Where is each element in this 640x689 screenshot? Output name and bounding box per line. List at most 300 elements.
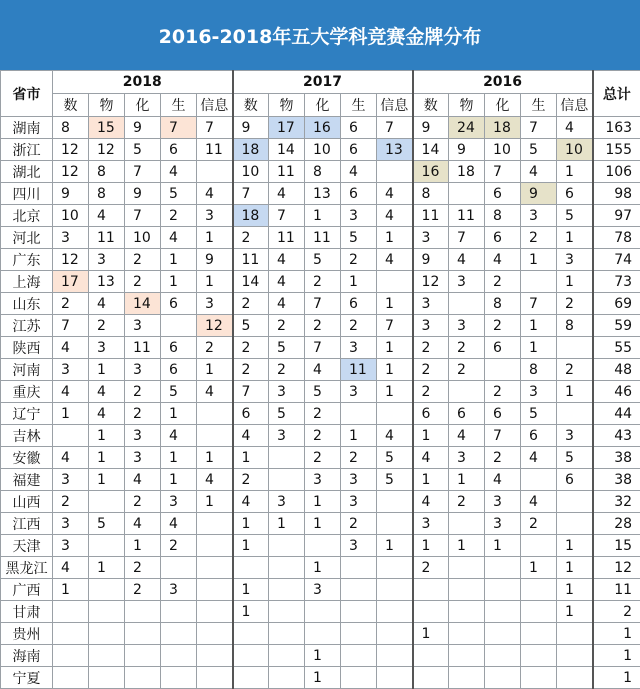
medal-count-cell: 4 (197, 469, 233, 491)
medal-count-cell: 10 (233, 161, 269, 183)
medal-count-cell (377, 557, 413, 579)
total-cell: 1 (593, 623, 640, 645)
medal-count-cell: 18 (233, 139, 269, 161)
province-cell: 海南 (1, 645, 53, 667)
province-cell: 天津 (1, 535, 53, 557)
medal-count-cell (197, 425, 233, 447)
medal-count-cell: 7 (485, 425, 521, 447)
medal-count-cell: 1 (161, 447, 197, 469)
medal-count-cell: 18 (485, 117, 521, 139)
total-cell: 43 (593, 425, 640, 447)
medal-count-cell: 12 (53, 249, 89, 271)
medal-count-cell: 2 (485, 271, 521, 293)
total-cell: 73 (593, 271, 640, 293)
medal-count-cell: 2 (485, 315, 521, 337)
medal-count-cell (53, 425, 89, 447)
medal-count-cell: 3 (89, 249, 125, 271)
medal-count-cell: 4 (53, 337, 89, 359)
medal-count-cell: 2 (305, 403, 341, 425)
medal-count-cell: 1 (53, 403, 89, 425)
medal-count-cell: 4 (521, 491, 557, 513)
medal-count-cell: 9 (197, 249, 233, 271)
medal-count-cell: 1 (449, 469, 485, 491)
medal-count-cell: 5 (125, 139, 161, 161)
medal-count-cell (413, 601, 449, 623)
medal-count-cell: 11 (125, 337, 161, 359)
medal-count-cell (521, 623, 557, 645)
medal-count-cell: 4 (233, 425, 269, 447)
medal-count-cell: 3 (197, 205, 233, 227)
medal-count-cell: 2 (413, 557, 449, 579)
medal-count-cell: 1 (521, 249, 557, 271)
table-row (1, 403, 640, 425)
medal-count-cell: 11 (305, 227, 341, 249)
medal-count-cell (521, 601, 557, 623)
subject-header: 生 (161, 94, 197, 117)
medal-count-cell: 3 (341, 205, 377, 227)
medal-count-cell: 6 (161, 337, 197, 359)
medal-count-cell: 1 (557, 557, 593, 579)
medal-count-cell: 1 (557, 381, 593, 403)
subject-header: 生 (341, 94, 377, 117)
medal-count-cell: 6 (413, 403, 449, 425)
province-cell: 甘肃 (1, 601, 53, 623)
medal-count-cell: 6 (341, 183, 377, 205)
medal-count-cell: 5 (521, 139, 557, 161)
medal-count-cell: 3 (341, 491, 377, 513)
table-row (1, 183, 640, 205)
medal-count-cell (341, 645, 377, 667)
year-header-row (1, 71, 640, 94)
medal-count-cell: 3 (53, 227, 89, 249)
medal-count-cell: 4 (521, 447, 557, 469)
medal-count-cell: 2 (341, 249, 377, 271)
medal-count-cell: 1 (557, 227, 593, 249)
medal-count-cell: 1 (557, 579, 593, 601)
medal-count-cell: 1 (377, 535, 413, 557)
medal-count-cell: 1 (89, 447, 125, 469)
medal-count-cell: 4 (161, 161, 197, 183)
total-cell: 48 (593, 359, 640, 381)
medal-count-cell (269, 645, 305, 667)
medal-count-cell: 1 (377, 381, 413, 403)
medal-count-cell (269, 447, 305, 469)
medal-count-cell: 16 (305, 117, 341, 139)
medal-count-cell: 7 (377, 117, 413, 139)
medal-count-cell: 1 (413, 469, 449, 491)
medal-count-cell (233, 557, 269, 579)
total-cell: 46 (593, 381, 640, 403)
medal-count-cell (557, 337, 593, 359)
total-cell: 74 (593, 249, 640, 271)
medal-count-cell (521, 271, 557, 293)
medal-count-cell: 7 (269, 205, 305, 227)
medal-count-cell: 4 (125, 469, 161, 491)
medal-count-cell: 1 (377, 293, 413, 315)
medal-count-cell: 2 (53, 293, 89, 315)
province-cell: 山西 (1, 491, 53, 513)
medal-count-cell: 2 (557, 293, 593, 315)
medal-count-cell (161, 601, 197, 623)
medal-count-cell: 1 (269, 513, 305, 535)
table-row (1, 249, 640, 271)
medal-count-cell (341, 579, 377, 601)
subject-header: 数 (413, 94, 449, 117)
province-cell: 山东 (1, 293, 53, 315)
medal-count-cell: 5 (161, 381, 197, 403)
medal-count-cell: 6 (485, 227, 521, 249)
medal-count-cell (305, 623, 341, 645)
medal-count-cell: 5 (521, 403, 557, 425)
medal-count-cell (377, 667, 413, 689)
subject-header: 信息 (557, 94, 593, 117)
medal-count-cell: 2 (125, 579, 161, 601)
table-row (1, 447, 640, 469)
medal-count-cell (377, 403, 413, 425)
medal-count-cell: 7 (521, 117, 557, 139)
subject-header: 化 (485, 94, 521, 117)
medal-count-cell: 6 (161, 139, 197, 161)
medal-count-cell: 9 (521, 183, 557, 205)
table-row (1, 205, 640, 227)
medal-count-cell: 2 (449, 337, 485, 359)
medal-count-cell: 4 (305, 359, 341, 381)
medal-count-cell: 6 (161, 359, 197, 381)
province-cell: 河南 (1, 359, 53, 381)
medal-count-cell: 3 (413, 293, 449, 315)
medal-count-cell: 1 (305, 205, 341, 227)
medal-count-cell: 7 (161, 117, 197, 139)
medal-count-cell: 3 (269, 381, 305, 403)
medal-count-cell: 2 (305, 271, 341, 293)
medal-count-cell: 1 (521, 557, 557, 579)
total-cell: 78 (593, 227, 640, 249)
medal-count-cell: 3 (269, 425, 305, 447)
medal-count-cell (449, 645, 485, 667)
medal-count-cell: 3 (485, 491, 521, 513)
medal-count-cell: 5 (89, 513, 125, 535)
province-cell: 重庆 (1, 381, 53, 403)
table-row (1, 601, 640, 623)
medal-count-cell (161, 315, 197, 337)
medal-count-cell: 8 (557, 315, 593, 337)
medal-count-cell: 8 (521, 359, 557, 381)
medal-count-cell: 12 (413, 271, 449, 293)
medal-count-cell (125, 645, 161, 667)
medal-count-cell: 6 (341, 293, 377, 315)
medal-count-cell: 1 (197, 491, 233, 513)
subject-header: 数 (233, 94, 269, 117)
subject-header-row (1, 94, 640, 117)
table-row (1, 139, 640, 161)
medal-count-cell: 4 (89, 293, 125, 315)
medal-count-cell: 3 (341, 381, 377, 403)
medal-count-cell: 4 (557, 117, 593, 139)
medal-count-cell (269, 579, 305, 601)
province-cell: 湖北 (1, 161, 53, 183)
medal-count-cell (89, 601, 125, 623)
medal-count-cell: 3 (449, 271, 485, 293)
medal-count-cell: 2 (485, 447, 521, 469)
medal-count-cell: 11 (197, 139, 233, 161)
medal-count-cell: 1 (377, 337, 413, 359)
medal-count-cell: 4 (197, 381, 233, 403)
medal-count-cell (449, 293, 485, 315)
subject-header: 数 (53, 94, 89, 117)
medal-count-cell: 1 (557, 601, 593, 623)
medal-count-cell: 1 (305, 557, 341, 579)
medal-count-cell: 7 (233, 183, 269, 205)
medal-count-cell: 14 (413, 139, 449, 161)
province-cell: 贵州 (1, 623, 53, 645)
medal-count-cell: 2 (233, 227, 269, 249)
medal-count-cell: 4 (269, 183, 305, 205)
medal-count-cell: 2 (521, 513, 557, 535)
medal-count-cell (377, 271, 413, 293)
medal-count-cell: 1 (557, 161, 593, 183)
table-row (1, 623, 640, 645)
year-header-2017: 2017 (233, 71, 413, 94)
medal-count-cell: 1 (197, 447, 233, 469)
medal-count-cell: 6 (485, 183, 521, 205)
medal-count-cell (485, 645, 521, 667)
medal-count-cell: 4 (449, 425, 485, 447)
medal-count-cell (449, 183, 485, 205)
province-cell: 宁夏 (1, 667, 53, 689)
medal-count-cell: 8 (89, 183, 125, 205)
medal-count-cell (161, 623, 197, 645)
medal-count-cell: 17 (269, 117, 305, 139)
medal-count-cell: 6 (521, 425, 557, 447)
medal-count-cell: 6 (233, 403, 269, 425)
medal-count-cell: 4 (377, 205, 413, 227)
medal-count-cell: 1 (89, 425, 125, 447)
medal-count-cell: 9 (125, 183, 161, 205)
subject-header: 信息 (377, 94, 413, 117)
medal-count-cell: 4 (89, 403, 125, 425)
medal-count-cell: 3 (89, 337, 125, 359)
medal-count-cell (269, 601, 305, 623)
medal-count-cell: 13 (377, 139, 413, 161)
medal-count-cell: 5 (269, 403, 305, 425)
medal-count-cell: 4 (413, 491, 449, 513)
table-row (1, 117, 640, 139)
medal-count-cell: 1 (557, 535, 593, 557)
medal-count-cell: 4 (269, 293, 305, 315)
medal-count-cell (521, 579, 557, 601)
total-cell: 59 (593, 315, 640, 337)
medal-count-cell: 3 (125, 315, 161, 337)
medal-count-cell: 1 (377, 359, 413, 381)
medal-count-cell: 3 (53, 359, 89, 381)
total-cell: 11 (593, 579, 640, 601)
medal-count-cell: 1 (413, 535, 449, 557)
subject-header: 物 (449, 94, 485, 117)
medal-table (0, 70, 640, 689)
medal-count-cell: 4 (377, 249, 413, 271)
medal-count-cell (521, 645, 557, 667)
medal-count-cell: 3 (413, 513, 449, 535)
medal-count-cell (125, 667, 161, 689)
medal-count-cell: 14 (125, 293, 161, 315)
medal-count-cell: 1 (521, 337, 557, 359)
medal-count-cell: 3 (305, 579, 341, 601)
medal-count-cell: 5 (305, 249, 341, 271)
medal-count-cell: 3 (125, 425, 161, 447)
medal-count-cell: 1 (233, 447, 269, 469)
medal-count-cell: 1 (161, 271, 197, 293)
medal-count-cell (521, 469, 557, 491)
medal-count-cell: 4 (341, 161, 377, 183)
subject-header: 生 (521, 94, 557, 117)
medal-count-cell (341, 667, 377, 689)
province-cell: 湖南 (1, 117, 53, 139)
medal-count-cell: 2 (521, 227, 557, 249)
medal-count-cell (233, 667, 269, 689)
medal-count-cell: 6 (485, 403, 521, 425)
medal-count-cell: 2 (161, 205, 197, 227)
medal-count-cell: 8 (53, 117, 89, 139)
table-row (1, 535, 640, 557)
province-cell: 辽宁 (1, 403, 53, 425)
medal-count-cell: 1 (341, 425, 377, 447)
medal-count-cell: 2 (125, 403, 161, 425)
medal-count-cell: 3 (413, 315, 449, 337)
medal-count-cell (377, 645, 413, 667)
medal-count-cell (89, 645, 125, 667)
medal-count-cell: 4 (161, 513, 197, 535)
table-row (1, 579, 640, 601)
medal-count-cell (197, 557, 233, 579)
medal-count-cell (89, 623, 125, 645)
medal-count-cell: 7 (305, 293, 341, 315)
medal-count-cell (89, 535, 125, 557)
medal-count-cell: 3 (125, 359, 161, 381)
medal-count-cell: 9 (413, 249, 449, 271)
medal-count-cell: 6 (161, 293, 197, 315)
medal-count-cell: 12 (197, 315, 233, 337)
medal-count-cell: 7 (233, 381, 269, 403)
medal-count-cell: 5 (377, 469, 413, 491)
medal-count-cell (341, 601, 377, 623)
medal-count-cell (485, 667, 521, 689)
medal-count-cell: 9 (413, 117, 449, 139)
medal-count-cell: 1 (125, 535, 161, 557)
medal-count-cell: 2 (413, 337, 449, 359)
subject-header: 化 (305, 94, 341, 117)
medal-count-cell: 2 (413, 359, 449, 381)
medal-count-cell: 2 (305, 315, 341, 337)
medal-count-cell (161, 557, 197, 579)
total-cell: 38 (593, 469, 640, 491)
medal-count-cell: 2 (341, 315, 377, 337)
medal-count-cell: 6 (557, 183, 593, 205)
medal-count-cell (305, 535, 341, 557)
medal-count-cell (89, 579, 125, 601)
medal-count-cell: 9 (233, 117, 269, 139)
medal-count-cell: 1 (377, 227, 413, 249)
medal-count-cell (377, 161, 413, 183)
total-cell: 163 (593, 117, 640, 139)
medal-count-cell: 7 (53, 315, 89, 337)
medal-count-cell: 7 (305, 337, 341, 359)
medal-count-cell: 4 (53, 447, 89, 469)
medal-count-cell: 1 (197, 227, 233, 249)
medal-count-cell: 6 (557, 469, 593, 491)
medal-count-cell: 2 (305, 447, 341, 469)
medal-count-cell: 12 (53, 161, 89, 183)
medal-count-cell: 3 (449, 315, 485, 337)
medal-count-cell (377, 491, 413, 513)
total-cell: 32 (593, 491, 640, 513)
medal-count-cell (449, 381, 485, 403)
province-cell: 河北 (1, 227, 53, 249)
medal-count-cell: 1 (233, 601, 269, 623)
medal-count-cell: 2 (269, 315, 305, 337)
medal-count-cell: 4 (449, 249, 485, 271)
medal-count-cell (377, 513, 413, 535)
medal-count-cell (161, 645, 197, 667)
medal-count-cell: 2 (125, 491, 161, 513)
table-row (1, 557, 640, 579)
medal-count-cell (485, 601, 521, 623)
medal-count-cell: 2 (233, 469, 269, 491)
medal-count-cell: 1 (233, 535, 269, 557)
medal-count-cell (413, 579, 449, 601)
medal-count-cell (53, 601, 89, 623)
table-row (1, 359, 640, 381)
medal-count-cell: 1 (53, 579, 89, 601)
medal-count-cell: 4 (233, 491, 269, 513)
medal-count-cell: 1 (341, 271, 377, 293)
medal-count-cell: 2 (449, 491, 485, 513)
page-title: 2016-2018年五大学科竞赛金牌分布 (0, 0, 640, 70)
medal-count-cell (161, 667, 197, 689)
medal-count-cell: 3 (161, 491, 197, 513)
province-cell: 北京 (1, 205, 53, 227)
province-cell: 广东 (1, 249, 53, 271)
subject-header: 物 (89, 94, 125, 117)
medal-count-cell: 1 (161, 469, 197, 491)
medal-count-cell: 5 (305, 381, 341, 403)
medal-count-cell (413, 645, 449, 667)
medal-count-cell (557, 403, 593, 425)
medal-count-cell: 4 (161, 227, 197, 249)
medal-count-cell (89, 667, 125, 689)
medal-count-cell (557, 513, 593, 535)
subject-header: 物 (269, 94, 305, 117)
medal-count-cell (305, 601, 341, 623)
medal-count-cell (485, 359, 521, 381)
medal-count-cell: 11 (449, 205, 485, 227)
province-header: 省市 (1, 71, 53, 117)
medal-count-cell: 13 (89, 271, 125, 293)
medal-count-cell: 1 (521, 315, 557, 337)
medal-count-cell: 7 (485, 161, 521, 183)
medal-count-cell: 10 (125, 227, 161, 249)
total-cell: 28 (593, 513, 640, 535)
medal-count-cell: 5 (161, 183, 197, 205)
medal-count-cell: 3 (341, 337, 377, 359)
medal-count-cell (377, 601, 413, 623)
medal-count-cell: 1 (89, 359, 125, 381)
medal-count-cell (197, 535, 233, 557)
medal-count-cell (197, 667, 233, 689)
medal-count-cell: 2 (125, 557, 161, 579)
medal-count-cell: 1 (161, 249, 197, 271)
medal-count-cell: 2 (557, 359, 593, 381)
medal-count-cell (449, 667, 485, 689)
